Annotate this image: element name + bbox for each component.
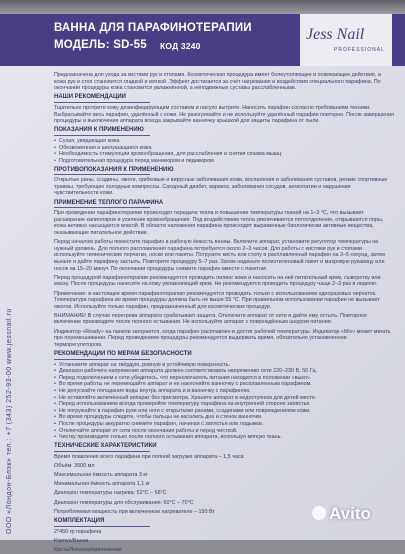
list-item: • Перед использованием всегда проверяйте температуру парафина на внутренней стороне запястья. <box>54 401 394 408</box>
section-title-usage: ПРИМЕНЕНИЕ ТЕПЛОГО ПАРАФИНА <box>54 199 164 206</box>
section-title-specs: ТЕХНИЧЕСКИЕ ХАРАКТЕРИСТИКИ <box>54 443 157 450</box>
instruction-body <box>54 72 394 553</box>
intro-paragraph: Предназначена для ухода за кистями рук и стопами. Косметическая процедура имеет болеутоляющее и освежающее действие, а кожа рук и стоп становится гладкой и мягкой. Эффект достигается за счёт нагревания и воздействия специального парафина. По окончании процедуры кожа становится увлажнённой, а неподвижные суставы расслабленными. <box>54 72 381 92</box>
list-item: • Чистку производите только после полного остывания аппарата, используя мягкую ткань. <box>54 434 394 441</box>
brand-subtitle: PROFESSIONAL <box>334 47 385 53</box>
usage-paragraph: Перед началом работы поместите парафин в рабочую ёмкость ванны. Включите аппарат, установите регулятор температуры на нужный уровень. Для полного расплавления парафина потребуется около 2–3 часов. Для работы с кистями рук и стопами используйте гигиенические перчатки, носки или пакеты. Погрузите кисть или стопу в расплавленный парафин на 3–5 секунд, затем выньте и дайте парафину застыть. Повторите процедуру 5–7 раз. Затем наденьте полиэтиленовый пакет и махровую рукавицу или носок на 15–20 минут. По окончании процедуры снимите парафин вместе с пакетом. <box>54 239 385 272</box>
safety-list <box>54 362 394 441</box>
spec-item: Объём: 3000 мл <box>54 462 95 469</box>
spec-item: Потребляемая мощность при включенном нагревателе – 150 Вт <box>54 508 215 515</box>
list-item: • Подготовительная процедура перед маникюром и педикюром <box>54 158 394 165</box>
kit-item: Корпус/Ванна <box>54 537 89 544</box>
section-title-contraindications: ПРОТИВОПОКАЗАНИЯ К ПРИМЕНЕНИЮ <box>54 166 174 173</box>
list-item: • Перед подключением к сети убедитесь, что переключатель питания находится в положении «выкл». <box>54 375 394 382</box>
section-divider <box>54 526 150 527</box>
brand-name: Jess Nail <box>306 26 365 43</box>
list-item: • Установите аппарат на твёрдую, ровную и устойчивую поверхность. <box>54 362 394 369</box>
avito-watermark <box>312 504 371 524</box>
page-title: ВАННА ДЛЯ ПАРАФИНОТЕРАПИИ <box>54 22 252 34</box>
list-item: • Во время процедуры следите, чтобы пальцы не касались дна и стенок ванночки. <box>54 414 394 421</box>
list-item: • Не допускайте попадания воды внутрь аппарата и в ванночку с парафином. <box>54 388 394 395</box>
usage-paragraph: Перед процедурой парафинотерапии рекомендуется проводить пилинг кожи и наносить на неё питательный крем, сыворотку или маску. После процедуры нанесите на кожу увлажняющий крем. Не рекомендуется проводить процедуру чаще 2–3 раз в неделю. <box>54 274 381 288</box>
section-title-safety: РЕКОМЕНДАЦИИ ПО МЕРАМ БЕЗОПАСНОСТИ <box>54 351 192 358</box>
contraindications-text: Открытые раны, ссадины, ожоги, грибковые и вирусные заболевания кожи, воспаления и заболевания суставов, резкие спортивные травмы, требующие холодные компрессы. Сахарный диабет, варикоз, заболевания сосудов, ангиопатии и нарушения чувствительности кожи. <box>54 177 388 197</box>
list-item: • После процедуры аккуратно снимите парафин, начиная с запястья или лодыжки. <box>54 421 394 428</box>
spec-item: Максимальная ёмкость аппарата 3 кг <box>54 472 148 479</box>
list-item: • Не погружайте в парафин руки или ноги с открытыми ранами, ссадинами или повреждениями кожи. <box>54 408 394 415</box>
kit-item: 2*450 гр парафина <box>54 528 102 535</box>
spec-item: Диапазон температуры нагрева: 52°C – 58°C <box>54 490 167 497</box>
list-item: • Диапазон рабочего напряжения аппарата должен соответствовать напряжению сети 220–230 В, 50 Гц. <box>54 368 394 375</box>
model-label: МОДЕЛЬ: SD-55 <box>54 39 147 51</box>
list-item: • Сухая, увядающая кожа <box>54 138 394 145</box>
kit-list <box>54 529 394 554</box>
section-title-kit: КОМПЛЕКТАЦИЯ <box>54 518 105 525</box>
kit-item: Кисть/Лопатка/приложение <box>54 546 123 553</box>
vertical-contact-text: ООО «Лондон-Блэк» тел.: +7 (343) 252-93-00 www.jessnail.ru <box>6 308 13 534</box>
list-item: • Обезвоженная и шелушащаяся кожа <box>54 145 394 152</box>
section-divider <box>54 135 150 136</box>
usage-paragraph: ВНИМАНИЕ! В случае перегрева аппарата срабатывает защита. Отключите аппарат от сети и дайте ему остыть. Повторное включение производите после полного остывания. Не используйте аппарат с повреждённым шнуром питания. <box>54 312 368 326</box>
product-code: КОД 3240 <box>160 41 201 51</box>
section-divider <box>54 102 150 103</box>
list-item: • Не оставляйте включённый аппарат без присмотра. Храните аппарат в недоступном для детей месте. <box>54 395 394 402</box>
section-divider <box>54 359 150 360</box>
spec-item: Время плавления всего парафина при полной загрузке аппарата – 1,5 часа <box>54 453 244 460</box>
photo-top-edge <box>0 0 405 14</box>
section-divider <box>54 174 150 175</box>
spec-item: Диапазон температуры для обслуживания: 60°C – 70°C <box>54 499 194 506</box>
spec-item: Минимальная ёмкость аппарата 1,1 кг <box>54 481 151 488</box>
recommendations-text: Тщательно протрите кожу дезинфицирующим составом и насухо вытрите. Наносить парафин согласно требованиям техники. Выбрасывайте весь парафин, удалённый с кожи. Не разогревайте и не используйте удалённый парафин повторно. После завершения процедуры и выключения аппарата всегда закрывайте ванночку крышкой для защиты парафина от пыли. <box>54 104 394 125</box>
section-title-recommendations: НАШИ РЕКОМЕНДАЦИИ <box>54 94 126 101</box>
section-title-indications: ПОКАЗАНИЯ К ПРИМЕНЕНИЮ <box>54 127 144 134</box>
avito-logo-icon <box>312 506 326 520</box>
usage-paragraph: Индикатор «Ready» на панели загорается, когда парафин расплавлен и достиг рабочей температуры. Индикатор «Mix» может мигать при перемешивании. Перед проведением процедуры рекомендуется выдержать время, обязательно установленное терморегулятором. <box>54 328 391 348</box>
list-item: • Необходимость стимуляции кровообращения, для расслабления и снятия спазма мышц <box>54 151 394 158</box>
watermark-text: Avito <box>329 504 371 523</box>
list-item: • Во время работы не перемещайте аппарат и не наклоняйте ванночку с расплавленным парафином. <box>54 381 394 388</box>
indications-list <box>54 138 394 164</box>
usage-paragraph: Примечание: в настоящее время парафинотерапию рекомендуется проводить только с использованием одноразовых перчаток. Температура парафина во время процедуры должна быть не выше 55 °С. При правильном использовании парафин не вызывает ожогов. Используйте только парафин, предназначенный для косметических процедур. <box>54 290 380 310</box>
section-divider <box>54 207 150 208</box>
list-item: • Отключайте аппарат от сети после окончания работы и перед чисткой. <box>54 428 394 435</box>
section-divider <box>54 451 150 452</box>
brand-logo <box>300 14 392 66</box>
usage-paragraph: При проведении парафинотерапии происходит передача тепла и повышение температуры тканей на 1–3 °С, что вызывает расширение капилляров и усиление кровообращения. Под воздействием тепла увеличивается потоотделение, открываются поры, кожа активно насыщается влагой. В области наложения парафина происходят выраженные биологически активные вещества, оказывающие питательное действие. <box>54 210 384 236</box>
